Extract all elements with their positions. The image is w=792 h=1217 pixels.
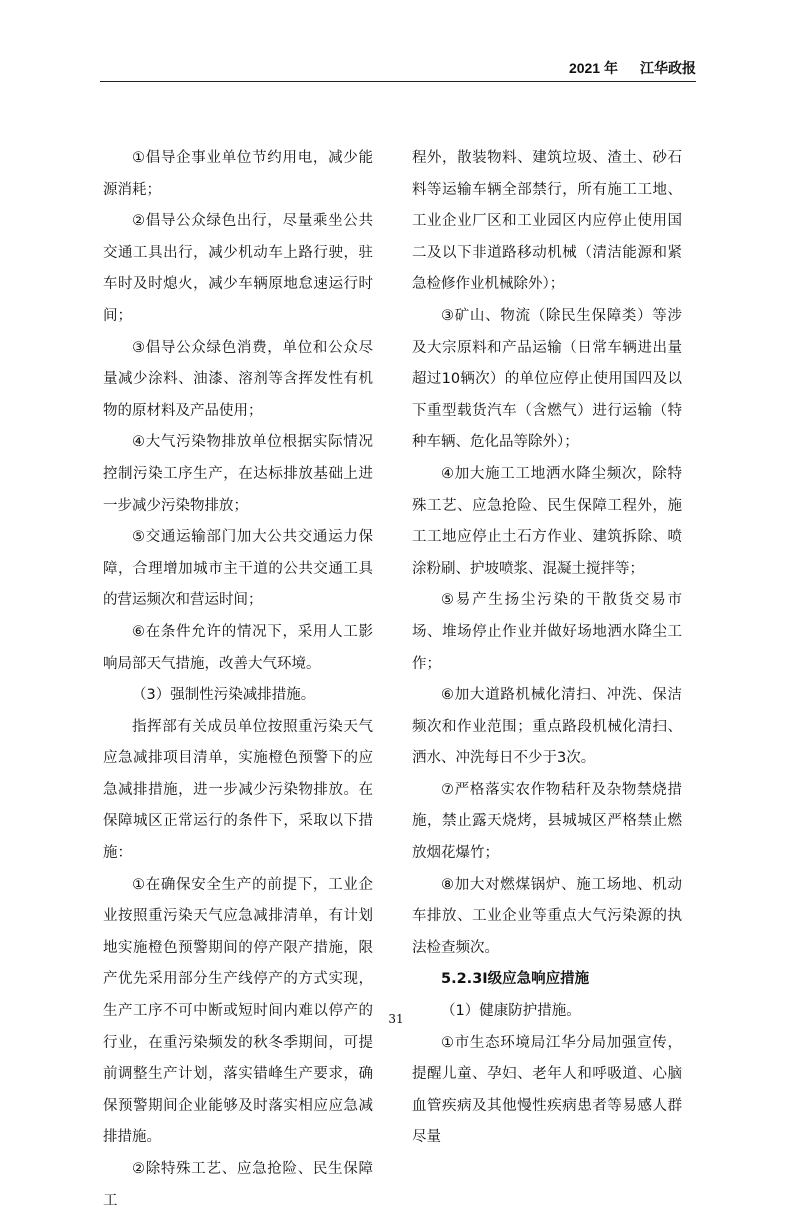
header-title: 江华政报 <box>640 60 696 76</box>
paragraph: ②除特殊工艺、应急抢险、民生保障工 <box>103 1161 373 1209</box>
left-column <box>103 143 373 1217</box>
section-label: （1）健康防护措施。 <box>441 1003 581 1020</box>
right-column <box>412 143 682 1154</box>
paragraph: ⑥加大道路机械化清扫、冲洗、保洁频次和作业范围；重点路段机械化清扫、洒水、冲洗每日不少于3次。 <box>412 687 682 767</box>
paragraph: ⑧加大对燃煤锅炉、施工场地、机动车排放、工业企业等重点大气污染源的执法检查频次。 <box>412 876 682 956</box>
paragraph: ④加大施工工地洒水降尘频次，除特殊工艺、应急抢险、民生保障工程外，施工工地应停止土石方作业、建筑拆除、喷涂粉刷、护坡喷浆、混凝土搅拌等； <box>412 465 682 577</box>
page-header <box>100 52 696 78</box>
paragraph: ④大气污染物排放单位根据实际情况控制污染工序生产，在达标排放基础上进一步减少污染物排放； <box>103 434 373 514</box>
header-year: 2021 年 <box>568 60 618 76</box>
paragraph: ⑤易产生扬尘污染的干散货交易市场、堆场停止作业并做好场地洒水降尘工作； <box>412 592 682 672</box>
paragraph: ①倡导企事业单位节约用电，减少能源消耗； <box>103 150 373 198</box>
section-label: （3）强制性污染减排措施。 <box>132 687 316 704</box>
page-number: 31 <box>388 1012 404 1026</box>
section-heading: 5.2.3Ⅰ级应急响应措施 <box>441 971 590 988</box>
paragraph: ②倡导公众绿色出行，尽量乘坐公共交通工具出行，减少机动车上路行驶，驻车时及时熄火，减少车辆原地怠速运行时间； <box>103 213 373 324</box>
paragraph: ⑥在条件允许的情况下，采用人工影响局部天气措施，改善大气环境。 <box>103 623 373 672</box>
header-rule <box>100 81 696 82</box>
paragraph: 程外，散装物料、建筑垃圾、渣土、砂石料等运输车辆全部禁行，所有施工工地、工业企业厂区和工业园区内应停止使用国二及以下非道路移动机械（清洁能源和紧急检修作业机械除外）； <box>412 150 682 293</box>
paragraph: 指挥部有关成员单位按照重污染天气应急减排项目清单，实施橙色预警下的应急减排措施，进一步减少污染物排放。在保障城区正常运行的条件下，采取以下措施： <box>103 718 373 862</box>
paragraph: ③矿山、物流（除民生保障类）等涉及大宗原料和产品运输（日常车辆进出量超过10辆次）的单位应停止使用国四及以下重型载货汽车（含燃气）进行运输（特种车辆、危化品等除外）； <box>412 307 682 451</box>
paragraph: ③倡导公众绿色消费，单位和公众尽量减少涂料、油漆、溶剂等含挥发性有机物的原材料及产品使用； <box>103 339 373 419</box>
paragraph: ①市生态环境局江华分局加强宣传，提醒儿童、孕妇、老年人和呼吸道、心脑血管疾病及其他慢性疾病患者等易感人群尽量 <box>412 1034 682 1146</box>
paragraph: ⑦严格落实农作物秸秆及杂物禁烧措施，禁止露天烧烤，县城城区严格禁止燃放烟花爆竹； <box>412 781 682 862</box>
paragraph: ⑤交通运输部门加大公共交通运力保障，合理增加城市主干道的公共交通工具的营运频次和营运时间； <box>103 529 373 609</box>
paragraph: ①在确保安全生产的前提下，工业企业按照重污染天气应急减排清单，有计划地实施橙色预警期间的停产限产措施，限产优先采用部分生产线停产的方式实现，生产工序不可中断或短时间内难以停产的行业，在重污染频发的秋冬季期间，可提前调整生产计划，落实错峰生产要求，确保预警期间企业能够及时落实相应应急减排措施。 <box>103 876 373 1146</box>
